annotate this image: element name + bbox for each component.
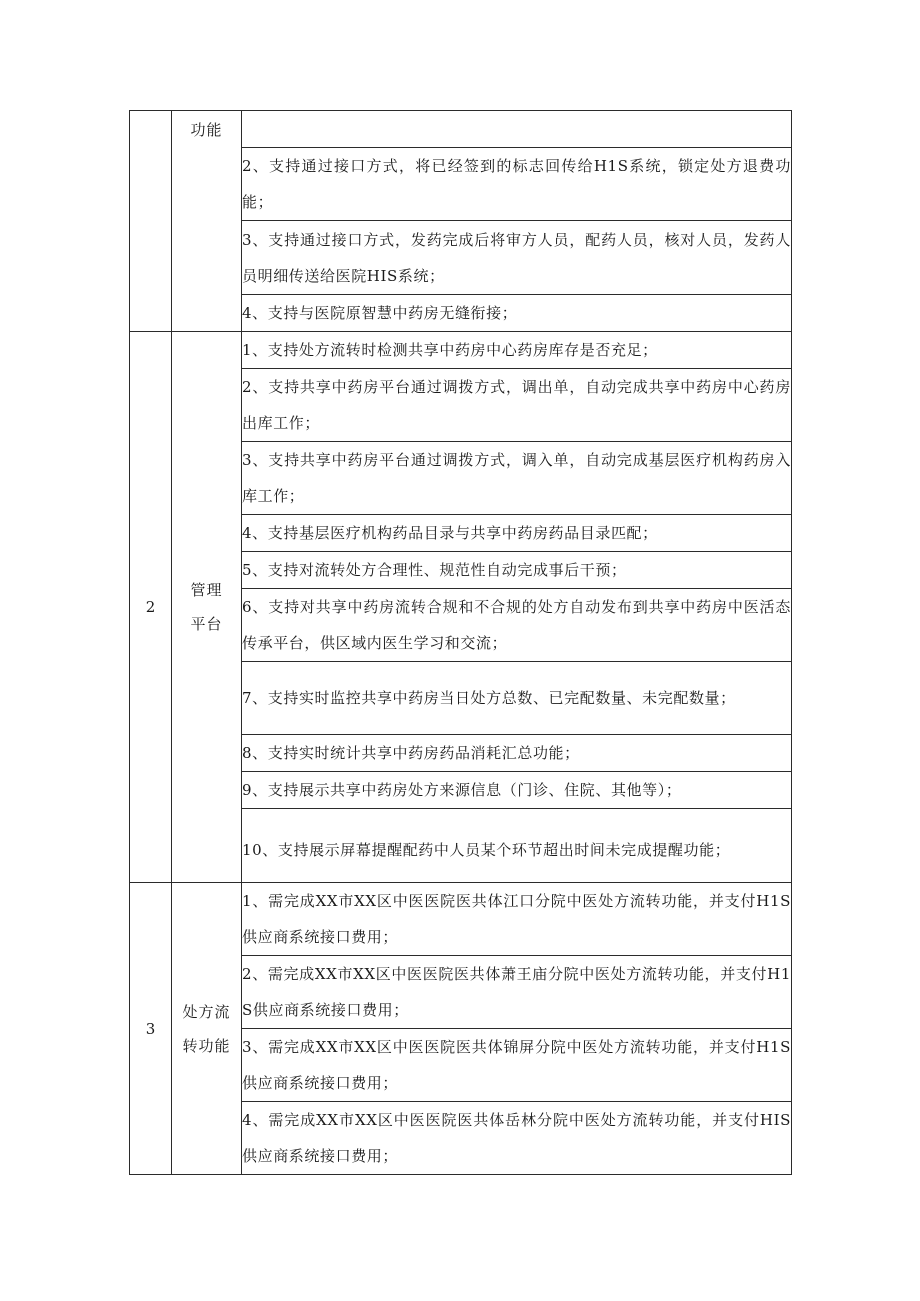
module-name-line: 管理 [190,581,223,599]
requirement-item: 4、支持与医院原智慧中药房无缝衔接； [242,295,792,332]
requirement-item: 9、支持展示共享中药房处方来源信息（门诊、住院、其他等）； [242,772,792,809]
module-name-cell [172,883,242,1175]
requirement-item: 3、需完成XX市XX区中医医院医共体锦屏分院中医处方流转功能，并支付H1S供应商系统接口费用； [242,1029,792,1102]
table-row [130,332,792,369]
row-number-cell [130,111,172,332]
requirement-item: 4、支持基层医疗机构药品目录与共享中药房药品目录匹配； [242,515,792,552]
requirement-item: 4、需完成XX市XX区中医医院医共体岳林分院中医处方流转功能，并支付HIS供应商系统接口费用； [242,1102,792,1175]
module-name-line: 平台 [190,615,223,633]
module-name: 功能 [190,121,223,139]
module-name-cell [172,332,242,883]
requirement-item: 10、支持展示屏幕提醒配药中人员某个环节超出时间未完成提醒功能； [242,809,792,883]
row-number-cell: 3 [130,883,172,1175]
requirement-item: 5、支持对流转处方合理性、规范性自动完成事后干预； [242,552,792,589]
requirement-item: 2、支持共享中药房平台通过调拨方式，调出单，自动完成共享中药房中心药房出库工作； [242,369,792,442]
requirement-item: 8、支持实时统计共享中药房药品消耗汇总功能； [242,735,792,772]
requirement-item: 6、支持对共享中药房流转合规和不合规的处方自动发布到共享中药房中医活态传承平台，供区域内医生学习和交流； [242,589,792,662]
requirement-item [242,111,792,148]
requirement-item: 7、支持实时监控共享中药房当日处方总数、已完配数量、未完配数量； [242,662,792,735]
table-row [130,883,792,956]
requirement-item: 1、需完成XX市XX区中医医院医共体江口分院中医处方流转功能，并支付H1S供应商系统接口费用； [242,883,792,956]
row-number-cell: 2 [130,332,172,883]
module-name-cell [172,111,242,332]
module-name-line: 处方流 [182,1002,231,1021]
requirement-item: 3、支持共享中药房平台通过调拨方式，调入单，自动完成基层医疗机构药房入库工作； [242,442,792,515]
module-name-line: 转功能 [182,1036,231,1055]
requirements-table [129,110,792,1175]
table-row [130,111,792,148]
requirement-item: 1、支持处方流转时检测共享中药房中心药房库存是否充足； [242,332,792,369]
requirement-item: 2、支持通过接口方式，将已经签到的标志回传给H1S系统，锁定处方退费功能； [242,148,792,221]
requirement-item: 2、需完成XX市XX区中医医院医共体萧王庙分院中医处方流转功能，并支付H1S供应商系统接口费用； [242,956,792,1029]
requirement-item: 3、支持通过接口方式，发药完成后将审方人员，配药人员，核对人员，发药人员明细传送给医院HIS系统； [242,221,792,295]
